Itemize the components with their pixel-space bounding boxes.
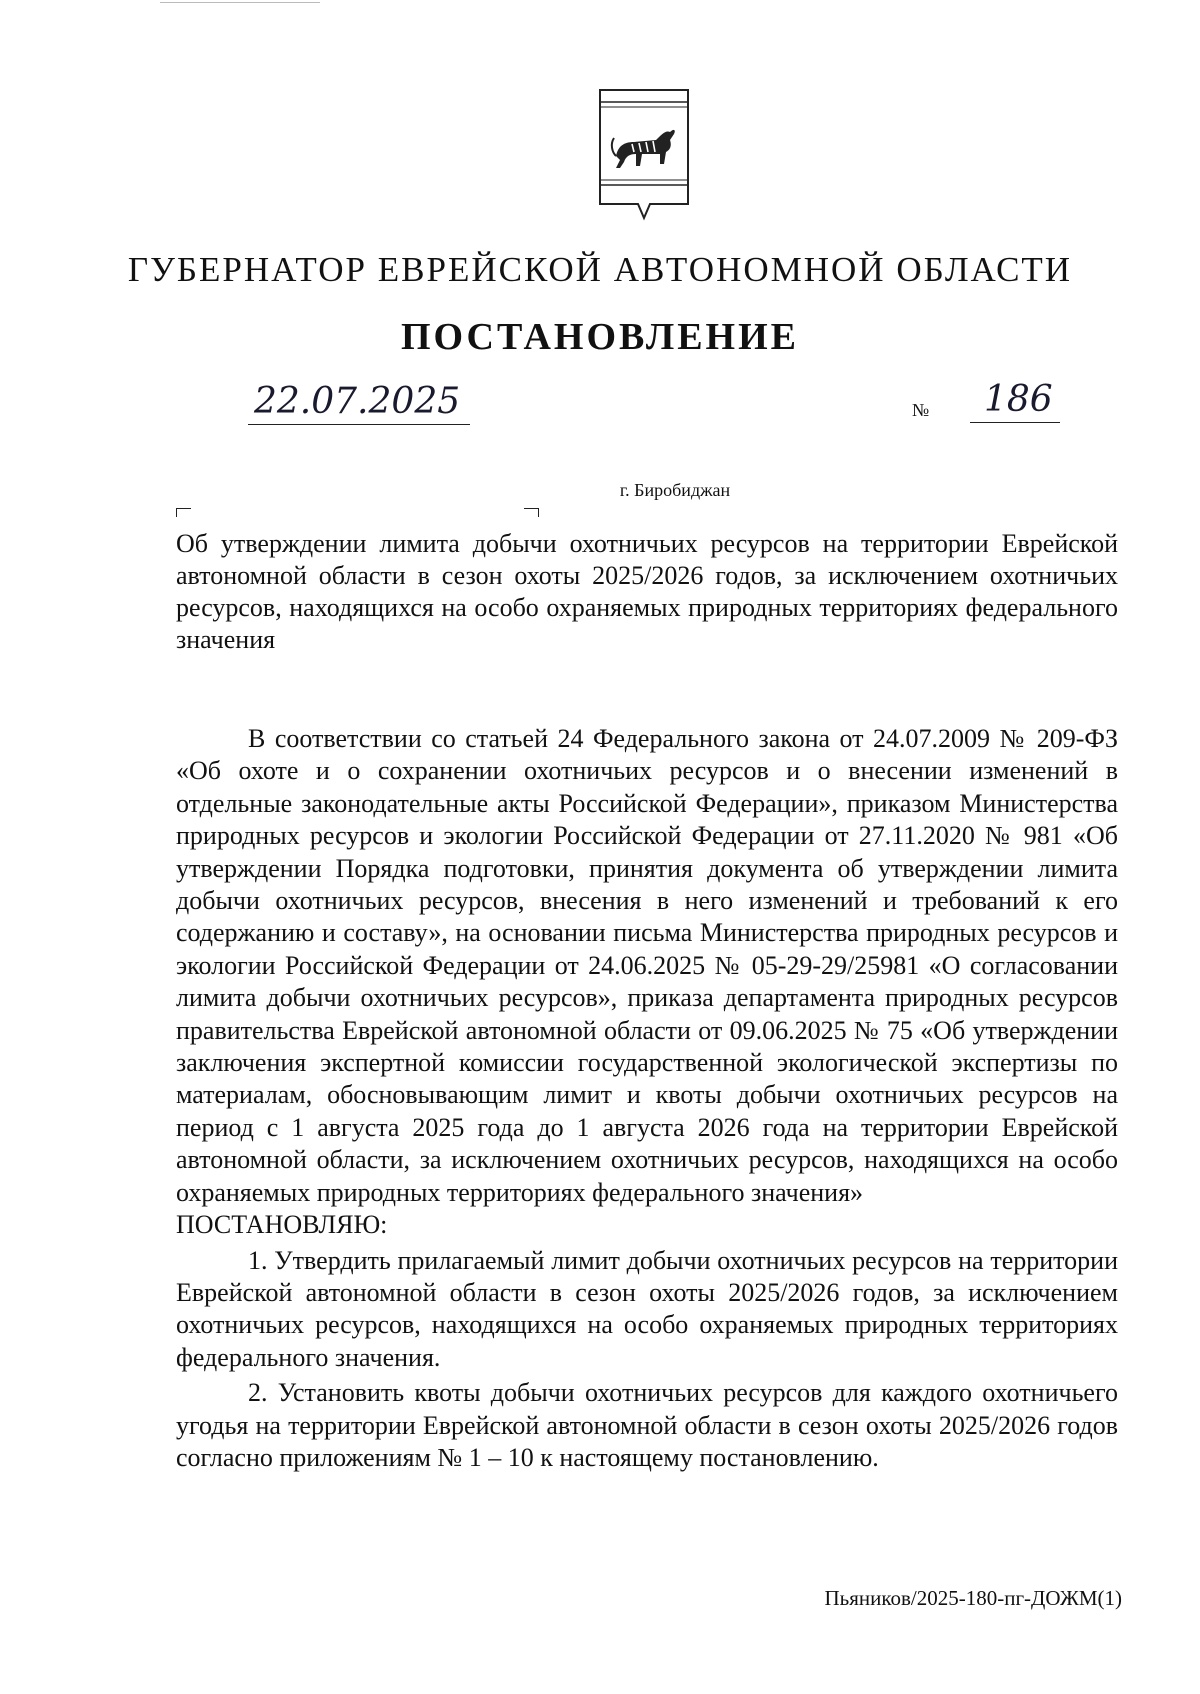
issuing-authority: ГУБЕРНАТОР ЕВРЕЙСКОЙ АВТОНОМНОЙ ОБЛАСТИ bbox=[127, 250, 1073, 289]
document-type-title: ПОСТАНОВЛЕНИЕ bbox=[400, 316, 800, 358]
city-name: г. Биробиджан bbox=[619, 480, 731, 500]
handwritten-date: 22.07.2025 bbox=[254, 381, 461, 422]
document-registry-code: Пьяников/2025-180-пг-ДОЖМ(1) bbox=[824, 1586, 1122, 1610]
document-body bbox=[176, 723, 1118, 1474]
scan-artifact-line bbox=[160, 2, 320, 3]
number-label: № bbox=[912, 400, 930, 420]
title-corner-mark-right bbox=[524, 508, 539, 517]
document-subject-title: Об утверждении лимита добычи охотничьих ресурсов на территории Еврейской автономной области в сезон охоты 2025/2026 годов, за исключением охотничьих ресурсов, находящихся на особо охраняемых природных территориях федерального значения bbox=[176, 529, 1118, 654]
handwritten-number: 186 bbox=[984, 379, 1053, 420]
resolution-item: 1. Утвердить прилагаемый лимит добычи охотничьих ресурсов на территории Еврейской автономной области в сезон охоты 2025/2026 годов, за исключением охотничьих ресурсов, находящихся на особо охраняемых природных территориях федерального значения. bbox=[176, 1245, 1118, 1372]
preamble-paragraph: В соответствии со статьей 24 Федерального закона от 24.07.2009 № 209-ФЗ «Об охоте и о сохранении охотничьих ресурсов и о внесении изменений в отдельные законодательные акты Российской Федерации», приказом Министерства природных ресурсов и экологии Российской Федерации от 27.11.2020 № 981 «Об утверждении Порядка подготовки, принятия документа об утверждении лимита добычи охотничьих ресурсов, внесения в него изменений и требований к его содержанию и составу», на основании письма Министерства природных ресурсов и экологии Российской Федерации от 24.06.2025 № 05-29-29/25981 «О согласовании лимита добычи охотничьих ресурсов», приказа департамента природных ресурсов правительства Еврейской автономной области от 09.06.2025 № 75 «Об утверждении заключения экспертной комиссии государственной экологической экспертизы по материалам, обосновывающим лимит и квоты добычи охотничьих ресурсов на период с 1 августа 2025 года до 1 августа 2026 года на территории Еврейской автономной области, за исключением охотничьих ресурсов, находящихся на особо охраняемых природных территориях федерального значения» bbox=[176, 724, 1118, 1207]
number-field bbox=[970, 380, 1060, 423]
resolution-item: 2. Установить квоты добычи охотничьих ресурсов для каждого охотничьего угодья на территории Еврейской автономной области в сезон охоты 2025/2026 годов согласно приложениям № 1 – 10 к настоящему постановлению. bbox=[176, 1378, 1118, 1472]
resolve-heading: ПОСТАНОВЛЯЮ: bbox=[176, 1210, 388, 1240]
date-field bbox=[248, 381, 470, 425]
title-corner-mark-left bbox=[176, 508, 191, 517]
coat-of-arms-icon bbox=[598, 88, 690, 226]
